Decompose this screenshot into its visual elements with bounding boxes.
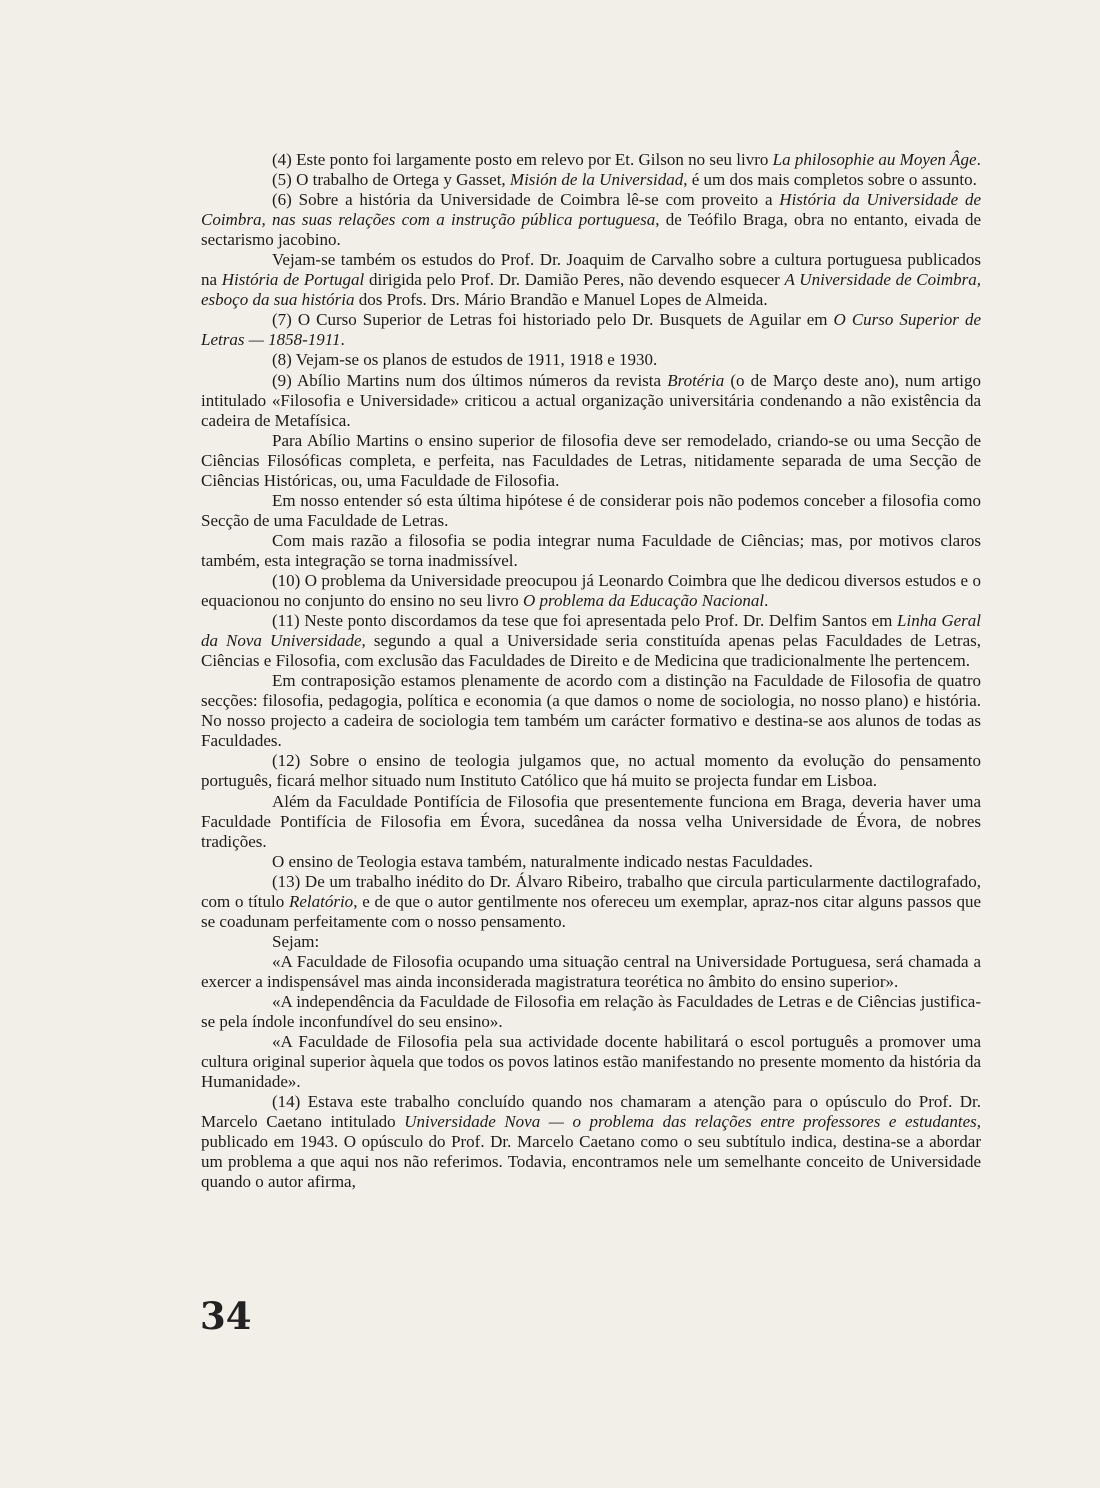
paragraph-text: «A Faculdade de Filosofia ocupando uma situação central na Universidade Portuguesa, será chamada a exercer a indispensável mas ainda inconsiderada magistratura teorética no âmbito do ensino superior».	[201, 951, 981, 991]
paragraph-text: (5) O trabalho de Ortega y Gasset,	[272, 170, 510, 190]
paragraph-text: (8) Vejam-se os planos de estudos de 1911, 1918 e 1930.	[272, 350, 658, 370]
note-paragraph	[201, 150, 981, 170]
italic-title-text: A Universidade de Coimbra, esboço da sua história	[201, 270, 982, 310]
paragraph-text: Para Abílio Martins o ensino superior de filosofia deve ser remodelado, criando-se ou uma Secção de Ciências Filosóficas completa, e perfeita, nas Faculdades de Letras, nitidamente separada de uma Secção de Ciências Históricas, ou, uma Faculdade de Filosofia.	[201, 430, 981, 490]
note-paragraph	[201, 952, 981, 992]
paragraph-text: (13) De um trabalho inédito do Dr. Álvaro Ribeiro, trabalho que circula particularmente dactilografado, com o título	[201, 871, 981, 911]
note-paragraph	[201, 431, 981, 491]
note-paragraph	[201, 1032, 981, 1092]
note-paragraph	[201, 170, 981, 190]
paragraph-text: «A Faculdade de Filosofia pela sua actividade docente habilitará o escol português a promover uma cultura original superior àquela que todos os povos latinos estão manifestando no presente momento da história da Humanidade».	[201, 1032, 981, 1092]
paragraph-text: «A independência da Faculdade de Filosofia em relação às Faculdades de Letras e de Ciências justifica-se pela índole inconfundível do seu ensino».	[201, 991, 981, 1032]
note-paragraph	[201, 671, 981, 751]
paragraph-text: (10) O problema da Universidade preocupou já Leonardo Coimbra que lhe dedicou diversos estudos e o equacionou no conjunto do ensino no seu livro	[201, 570, 981, 611]
page-number: 34	[200, 1294, 252, 1338]
italic-title-text: Linha Geral da Nova Universidade	[201, 611, 981, 651]
paragraph-text: , e de que o autor gentilmente nos ofereceu um exemplar, apraz-nos citar alguns passos que se coadunam perfeitamente com o nosso pensamento.	[201, 891, 981, 931]
paragraph-text: Vejam-se também os estudos do Prof. Dr. Joaquim de Carvalho sobre a cultura portuguesa publicados na	[201, 250, 981, 290]
paragraph-text: Em contraposição estamos plenamente de acordo com a distinção na Faculdade de Filosofia de quatro secções: filosofia, pedagogia, política e economia (a que damos o nome de sociologia, no nosso plano) e história. No nosso projecto a cadeira de sociologia tem também um carácter formativo e destina-se aos alunos de todas as Faculdades.	[201, 671, 981, 751]
paragraph-text: , de Teófilo Braga, obra no entanto, eivada de sectarismo jacobino.	[201, 210, 981, 250]
italic-title-text: La philosophie au Moyen Âge	[772, 150, 977, 169]
note-paragraph	[201, 611, 981, 671]
paragraph-text: Com mais razão a filosofia se podia integrar numa Faculdade de Ciências; mas, por motivos claros também, esta integração se torna inadmissível.	[201, 530, 981, 570]
note-paragraph	[201, 190, 981, 250]
italic-title-text: Relatório	[288, 891, 354, 911]
paragraph-text: Além da Faculdade Pontifícia de Filosofia que presentemente funciona em Braga, deveria haver uma Faculdade Pontifícia de Filosofia em Évora, sucedânea da nossa velha Universidade de Évora, de nobres tradições.	[201, 791, 981, 851]
italic-title-text: História da Universidade de Coimbra, nas suas relações com a instrução pública portuguesa	[201, 190, 981, 230]
italic-title-text: Brotéria	[667, 370, 725, 390]
paragraph-text: dos Profs. Drs. Mário Brandão e Manuel Lopes de Almeida.	[354, 290, 768, 310]
note-paragraph	[201, 792, 981, 852]
paragraph-text: .	[976, 150, 981, 169]
paragraph-text: , é um dos mais completos sobre o assunto.	[683, 170, 977, 190]
paragraph-text: O ensino de Teologia estava também, naturalmente indicado nestas Faculdades.	[272, 851, 813, 871]
note-paragraph	[201, 571, 981, 611]
paragraph-text: (11) Neste ponto discordamos da tese que foi apresentada pelo Prof. Dr. Delfim Santos em	[272, 611, 898, 631]
note-paragraph	[201, 371, 981, 431]
note-paragraph	[201, 491, 981, 531]
paragraph-text: (12) Sobre o ensino de teologia julgamos que, no actual momento da evolução do pensamento português, ficará melhor situado num Instituto Católico que há muito se projecta fundar em Lisboa.	[201, 751, 981, 791]
italic-title-text: O Curso Superior de Letras — 1858-1911	[201, 310, 981, 350]
note-paragraph	[201, 751, 981, 791]
note-paragraph	[201, 350, 981, 370]
paragraph-text: .	[764, 591, 769, 611]
note-paragraph	[201, 531, 981, 571]
note-paragraph	[201, 1092, 981, 1192]
paragraph-text: dirigida pelo Prof. Dr. Damião Peres, não devendo esquecer	[364, 270, 785, 290]
note-paragraph	[201, 992, 981, 1032]
italic-title-text: História de Portugal	[221, 270, 365, 290]
note-paragraph	[201, 932, 981, 952]
italic-title-text: O problema da Educação Nacional	[523, 591, 765, 611]
note-paragraph	[201, 852, 981, 872]
paragraph-text: , publicado em 1943. O opúsculo do Prof. Dr. Marcelo Caetano como o seu subtítulo indica, destina-se a abordar um problema a que aqui nos não referimos. Todavia, encontramos nele um semelhante conceito de Universidade quando o autor afirma,	[201, 1112, 981, 1192]
paragraph-text: Sejam:	[272, 931, 320, 951]
footnotes-body	[201, 150, 981, 1192]
italic-title-text: Misión de la Universidad	[509, 170, 684, 190]
paragraph-text: (14) Estava este trabalho concluído quando nos chamaram a atenção para o opúsculo do Prof. Dr. Marcelo Caetano intitulado	[201, 1092, 981, 1132]
note-paragraph	[201, 310, 981, 350]
paragraph-text: , segundo a qual a Universidade seria constituída apenas pelas Faculdades de Letras, Ciências e Filosofia, com exclusão das Faculdades de Direito e de Medicina que tradicionalmente lhe pertencem.	[201, 631, 981, 671]
paragraph-text: (7) O Curso Superior de Letras foi historiado pelo Dr. Busquets de Aguilar em	[272, 310, 834, 330]
paragraph-text: (6) Sobre a história da Universidade de Coimbra lê-se com proveito a	[272, 190, 780, 210]
paragraph-text: .	[340, 330, 345, 350]
note-paragraph	[201, 872, 981, 932]
italic-title-text: Universidade Nova — o problema das relações entre professores e estudantes	[404, 1112, 977, 1132]
note-paragraph	[201, 250, 981, 310]
paragraph-text: (o de Março deste ano), num artigo intitulado «Filosofia e Universidade» criticou a actual organização universitária condenando a não existência da cadeira de Metafísica.	[201, 370, 982, 430]
paragraph-text: (9) Abílio Martins num dos últimos números da revista	[272, 370, 668, 390]
paragraph-text: (4) Este ponto foi largamente posto em relevo por Et. Gilson no seu livro	[272, 150, 773, 169]
paragraph-text: Em nosso entender só esta última hipótese é de considerar pois não podemos conceber a filosofia como Secção de uma Faculdade de Letras.	[201, 490, 981, 530]
